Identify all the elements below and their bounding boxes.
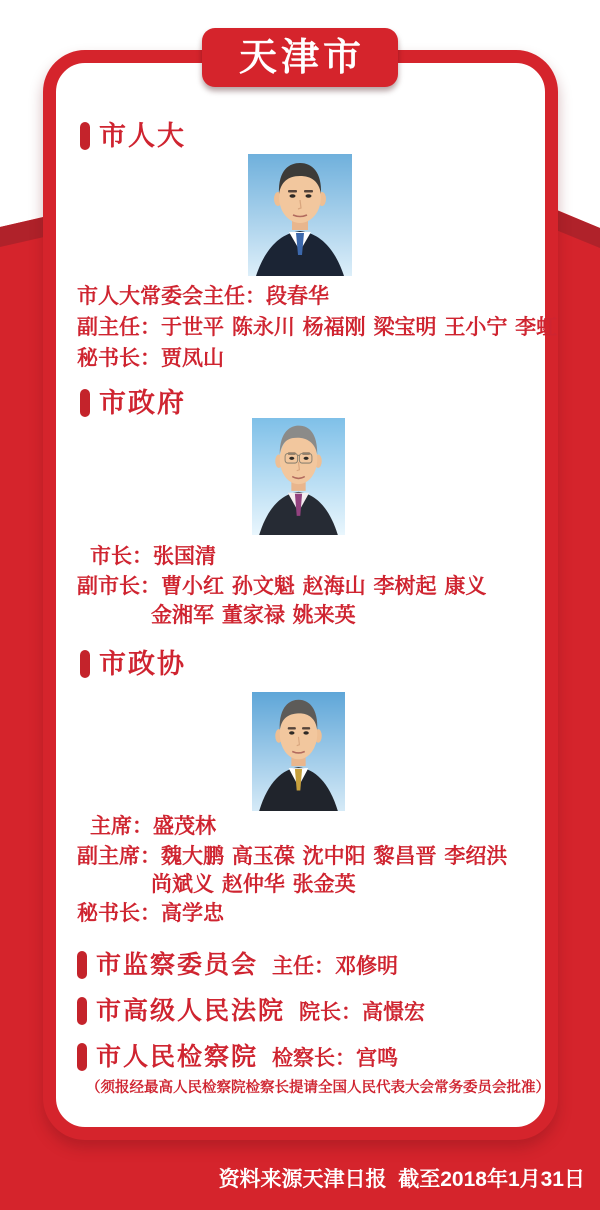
section-renda-header xyxy=(80,122,186,150)
city-title: 天津市 xyxy=(238,36,365,79)
city-title-banner xyxy=(202,28,398,87)
section-marker xyxy=(80,389,90,417)
officials-line: 金湘军 董家禄 姚来英 xyxy=(151,604,356,627)
officials-line: 副市长：曹小红 孙文魁 赵海山 李树起 康义 xyxy=(77,575,487,598)
org-row-jianchayuan xyxy=(77,1043,398,1071)
official-photo-zhang-guoqing xyxy=(252,418,345,535)
officials-line: 主席：盛茂林 xyxy=(90,815,216,838)
section-marker xyxy=(80,650,90,678)
officials-line: 副主任：于世平 陈永川 杨福刚 梁宝明 王小宁 李虹 xyxy=(77,316,558,339)
section-marker xyxy=(77,997,87,1025)
org-role: 院长：高憬宏 xyxy=(299,1001,426,1024)
section-marker xyxy=(77,951,87,979)
org-role: 检察长：宫鸣 xyxy=(272,1047,399,1070)
official-photo-sheng-maolin xyxy=(252,692,345,811)
official-photo-duan-chunhua xyxy=(248,154,352,276)
org-row-fayuan xyxy=(77,997,425,1025)
org-row-jiancha xyxy=(77,951,398,979)
org-title: 市人民检察院 xyxy=(96,1042,259,1071)
org-role: 主任：邓修明 xyxy=(272,955,399,978)
section-title: 市人大 xyxy=(99,120,186,151)
section-marker xyxy=(77,1043,87,1071)
source-footer: 资料来源天津日报 截至2018年1月31日 xyxy=(218,1168,585,1191)
section-title: 市政协 xyxy=(99,648,186,679)
org-title: 市高级人民法院 xyxy=(96,996,286,1025)
section-zhengfu-header xyxy=(80,389,186,417)
portrait-image xyxy=(252,418,345,535)
approval-note: （须报经最高人民检察院检察长提请全国人民代表大会常务委员会批准） xyxy=(86,1080,550,1096)
section-title: 市政府 xyxy=(99,387,186,418)
officials-line: 秘书长：高学忠 xyxy=(77,902,224,925)
officials-line: 尚斌义 赵仲华 张金英 xyxy=(151,873,356,896)
officials-line: 副主席：魏大鹏 高玉葆 沈中阳 黎昌晋 李绍洪 xyxy=(77,845,508,868)
section-marker xyxy=(80,122,90,150)
portrait-image xyxy=(252,692,345,811)
section-zhengxie-header xyxy=(80,650,186,678)
officials-line: 市长：张国清 xyxy=(90,545,216,568)
org-title: 市监察委员会 xyxy=(96,950,259,979)
officials-line: 秘书长：贾凤山 xyxy=(77,347,224,370)
portrait-image xyxy=(248,154,352,276)
officials-line: 市人大常委会主任：段春华 xyxy=(77,285,329,308)
